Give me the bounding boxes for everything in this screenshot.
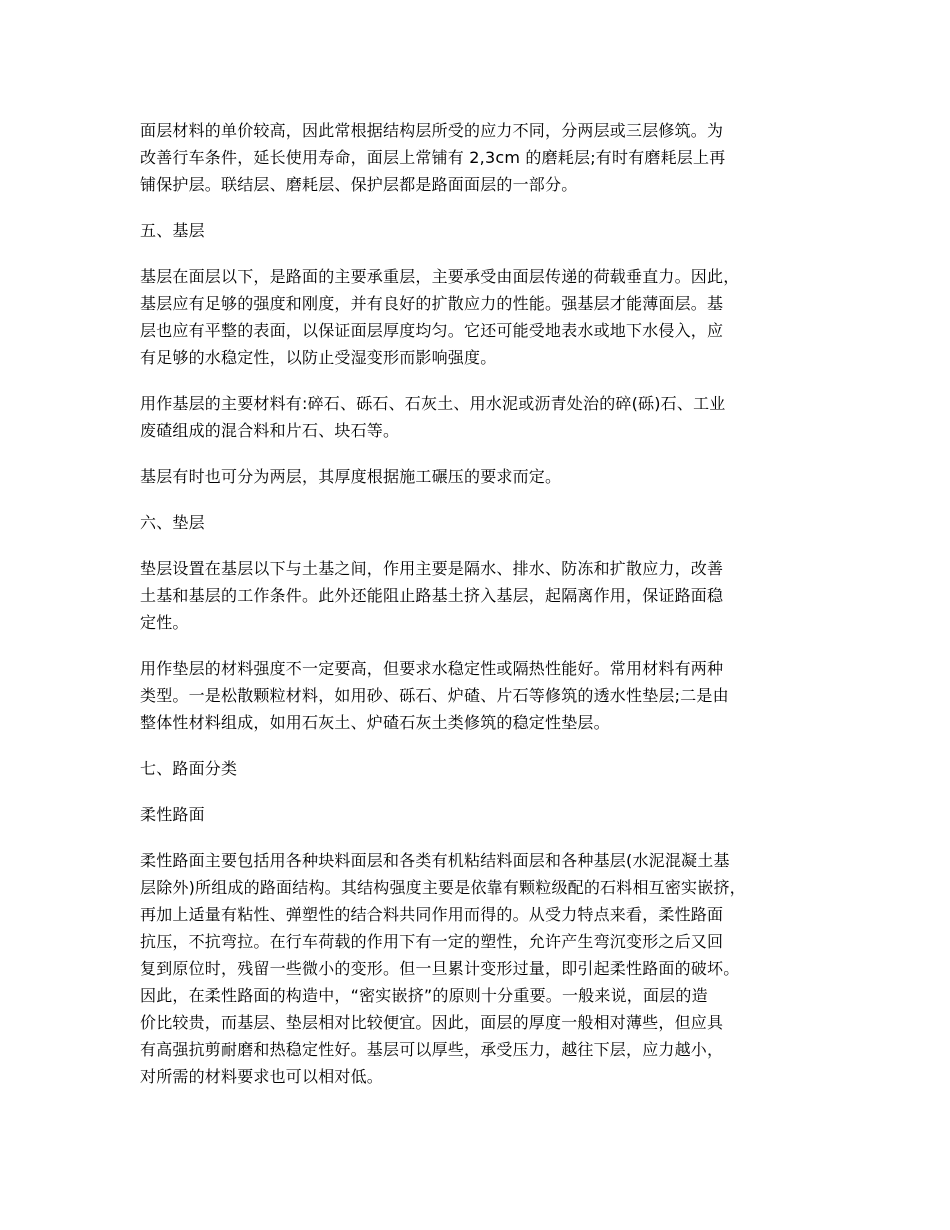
text-line: 有足够的水稳定性，以防止受湿变形而影响强度。 — [140, 348, 497, 367]
text-line: 再加上适量有粘性、弹塑性的结合料共同作用而得的。从受力特点来看，柔性路面 — [140, 905, 724, 924]
text-line: 抗压，不抗弯拉。在行车荷载的作用下有一定的塑性，允许产生弯沉变形之后又回 — [140, 932, 724, 951]
text-line: 用作垫层的材料强度不一定要高，但要求水稳定性或隔热性能好。常用材料有两种 — [140, 659, 724, 678]
text-line: 基层应有足够的强度和刚度，并有良好的扩散应力的性能。强基层才能薄面层。基 — [140, 294, 724, 313]
document-body — [140, 117, 830, 1109]
paragraph-cushion-layer — [140, 555, 830, 636]
text-line: 层也应有平整的表面，以保证面层厚度均匀。它还可能受地表水或地下水侵入，应 — [140, 321, 724, 340]
text-line: 铺保护层。联结层、磨耗层、保护层都是路面面层的一部分。 — [140, 175, 578, 194]
text-line: 类型。一是松散颗粒材料，如用砂、砾石、炉碴、片石等修筑的透水性垫层;二是由 — [140, 686, 729, 705]
text-line: 废碴组成的混合料和片石、块石等。 — [140, 421, 400, 440]
text-line: 复到原位时，残留一些微小的变形。但一旦累计变形过量，即引起柔性路面的破坏。 — [140, 959, 740, 978]
paragraph-base-layer — [140, 263, 830, 371]
paragraph-base-materials — [140, 390, 830, 444]
subheading-flexible-pavement: 柔性路面 — [140, 805, 205, 824]
text-line: 定性。 — [140, 613, 189, 632]
section-heading-pavement-classification: 七、路面分类 — [140, 759, 238, 778]
text-line: 有高强抗剪耐磨和热稳定性好。基层可以厚些，承受压力，越往下层，应力越小， — [140, 1040, 724, 1059]
text-line: 改善行车条件，延长使用寿命，面层上常铺有 2,3cm 的磨耗层;有时有磨耗层上再 — [140, 148, 726, 167]
text-line: 价比较贵，而基层、垫层相对比较便宜。因此，面层的厚度一般相对薄些，但应具 — [140, 1013, 724, 1032]
paragraph-surface-layer — [140, 117, 830, 198]
text-line: 对所需的材料要求也可以相对低。 — [140, 1067, 384, 1086]
text-line: 土基和基层的工作条件。此外还能阻止路基土挤入基层，起隔离作用，保证路面稳 — [140, 586, 724, 605]
text-line: 因此，在柔性路面的构造中，“密实嵌挤”的原则十分重要。一般来说，面层的造 — [140, 986, 708, 1005]
paragraph-cushion-materials — [140, 655, 830, 736]
paragraph-flexible-pavement — [140, 847, 830, 1090]
text-line: 整体性材料组成，如用石灰土、炉碴石灰土类修筑的稳定性垫层。 — [140, 713, 610, 732]
text-line: 基层有时也可分为两层，其厚度根据施工碾压的要求而定。 — [140, 467, 562, 486]
text-line: 垫层设置在基层以下与土基之间，作用主要是隔水、排水、防冻和扩散应力，改善 — [140, 559, 724, 578]
text-line: 面层材料的单价较高，因此常根据结构层所受的应力不同，分两层或三层修筑。为 — [140, 121, 724, 140]
text-line: 基层在面层以下，是路面的主要承重层，主要承受由面层传递的荷载垂直力。因此， — [140, 267, 740, 286]
text-line: 柔性路面主要包括用各种块料面层和各类有机粘结料面层和各种基层(水泥混凝土基 — [140, 851, 730, 870]
text-line: 层除外)所组成的路面结构。其结构强度主要是依靠有颗粒级配的石料相互密实嵌挤， — [140, 878, 746, 897]
section-heading-base-layer: 五、基层 — [140, 221, 205, 240]
text-line: 用作基层的主要材料有:碎石、砾石、石灰土、用水泥或沥青处治的碎(砾)石、工业 — [140, 394, 726, 413]
section-heading-cushion-layer: 六、垫层 — [140, 513, 205, 532]
paragraph-base-two-layers — [140, 463, 830, 490]
